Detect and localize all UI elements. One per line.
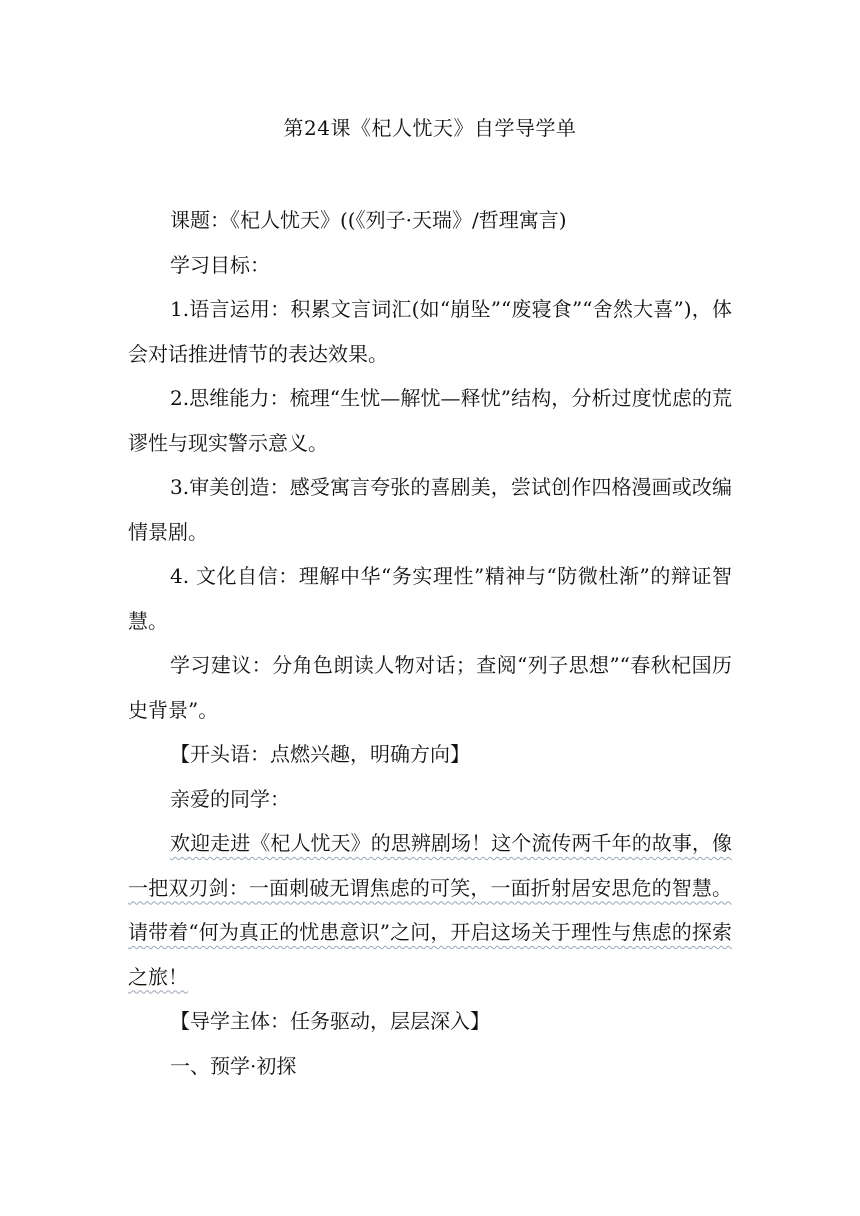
learning-suggestion: 学习建议：分角色朗读人物对话；查阅“列子思想”“春秋杞国历史背景”。 bbox=[128, 653, 732, 722]
document-title: 第24课《杞人忧天》自学导学单 bbox=[283, 116, 577, 140]
goal-language: 1.语言运用：积累文言词汇(如“崩坠”“废寝食”“舍然大喜”)，体会对话推进情节的表达效果。 bbox=[128, 297, 732, 366]
greeting: 亲爱的同学： bbox=[170, 786, 290, 811]
pre-study-heading: 一、预学·初探 bbox=[170, 1053, 297, 1078]
goal-thinking: 2.思维能力：梳理“生忧—解忧—释忧”结构，分析过度忧虑的荒谬性与现实警示意义。 bbox=[128, 386, 732, 455]
goal-aesthetic: 3.审美创造：感受寓言夸张的喜剧美，尝试创作四格漫画或改编情景剧。 bbox=[128, 475, 732, 544]
opening-heading: 【开头语：点燃兴趣，明确方向】 bbox=[170, 742, 470, 766]
main-section-heading: 【导学主体：任务驱动，层层深入】 bbox=[170, 1009, 490, 1033]
lesson-topic: 课题：《杞人忧天》((《列子·天瑞》/哲理寓言) bbox=[170, 208, 567, 232]
document-body bbox=[128, 198, 732, 1088]
goal-culture: 4. 文化自信：理解中华“务实理性”精神与“防微杜渐”的辩证智慧。 bbox=[128, 564, 732, 633]
learning-goals-heading: 学习目标： bbox=[170, 252, 270, 277]
welcome-text: 欢迎走进《杞人忧天》的思辨剧场！这个流传两千年的故事，像一把双刃剑：一面刺破无谓焦虑的可笑，一面折射居安思危的智慧。请带着“何为真正的忧患意识”之问，开启这场关于理性与焦虑的探索之旅！ bbox=[128, 831, 732, 989]
welcome-paragraph bbox=[128, 821, 732, 999]
